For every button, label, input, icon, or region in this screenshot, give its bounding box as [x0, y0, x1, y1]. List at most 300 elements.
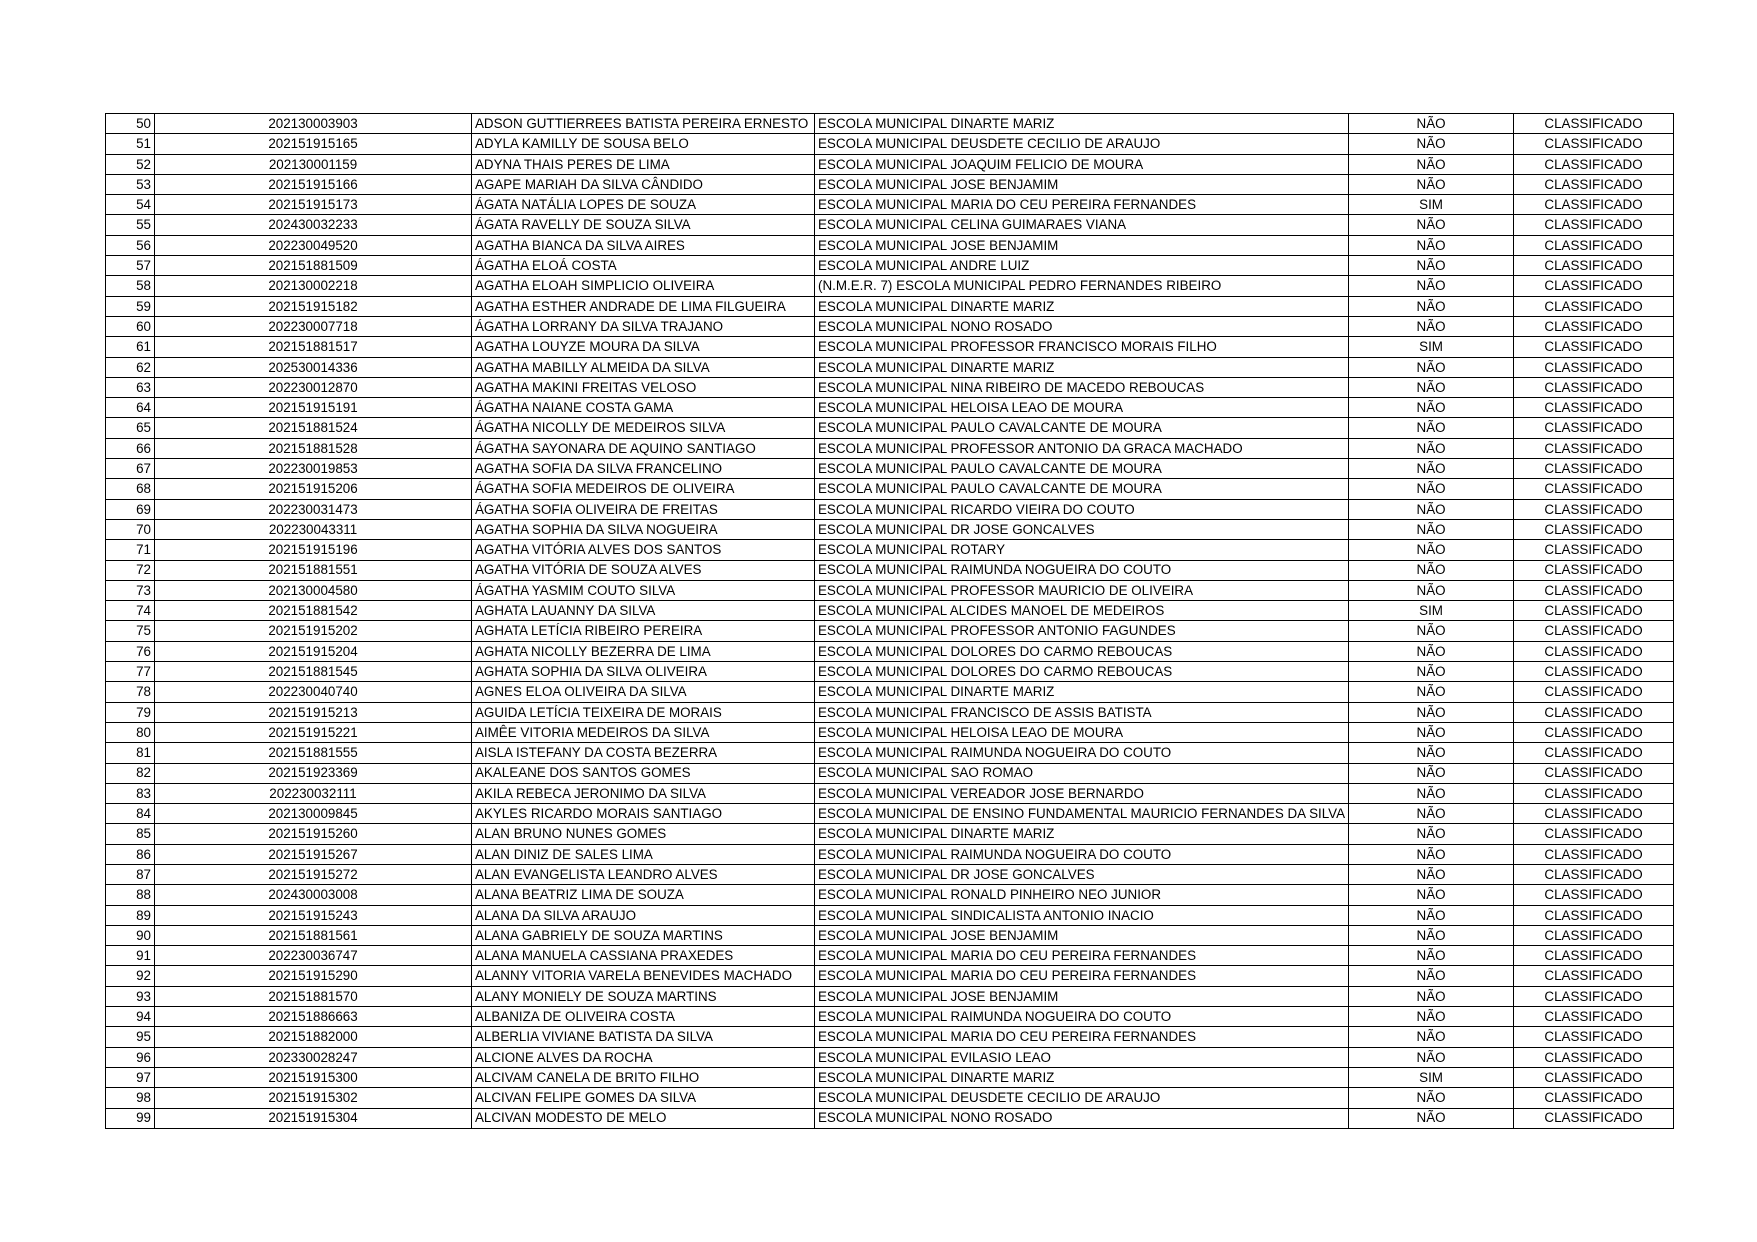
student-name-cell: ÁGATA RAVELLY DE SOUZA SILVA [472, 215, 815, 235]
enrollment-id-cell: 202151915213 [155, 702, 472, 722]
row-number-cell: 53 [106, 174, 155, 194]
enrollment-id-cell: 202151923369 [155, 763, 472, 783]
row-number-cell: 83 [106, 783, 155, 803]
enrollment-id-cell: 202151915304 [155, 1108, 472, 1128]
student-name-cell: AGATHA VITÓRIA ALVES DOS SANTOS [472, 540, 815, 560]
enrollment-id-cell: 202230036747 [155, 946, 472, 966]
school-name-cell: ESCOLA MUNICIPAL DOLORES DO CARMO REBOUCAS [815, 641, 1349, 661]
school-name-cell: ESCOLA MUNICIPAL JOAQUIM FELICIO DE MOURA [815, 154, 1349, 174]
row-number-cell: 88 [106, 885, 155, 905]
row-number-cell: 61 [106, 337, 155, 357]
status-cell: CLASSIFICADO [1514, 438, 1674, 458]
student-name-cell: ALANA DA SILVA ARAUJO [472, 905, 815, 925]
school-name-cell: ESCOLA MUNICIPAL MARIA DO CEU PEREIRA FERNANDES [815, 1027, 1349, 1047]
status-cell: CLASSIFICADO [1514, 621, 1674, 641]
school-name-cell: (N.M.E.R. 7) ESCOLA MUNICIPAL PEDRO FERNANDES RIBEIRO [815, 276, 1349, 296]
school-name-cell: ESCOLA MUNICIPAL RICARDO VIEIRA DO COUTO [815, 499, 1349, 519]
status-cell: CLASSIFICADO [1514, 986, 1674, 1006]
status-cell: CLASSIFICADO [1514, 966, 1674, 986]
special-needs-cell: NÃO [1349, 946, 1514, 966]
school-name-cell: ESCOLA MUNICIPAL DINARTE MARIZ [815, 296, 1349, 316]
status-cell: CLASSIFICADO [1514, 316, 1674, 336]
table-row [106, 276, 1674, 296]
row-number-cell: 74 [106, 601, 155, 621]
student-name-cell: AGATHA ESTHER ANDRADE DE LIMA FILGUEIRA [472, 296, 815, 316]
enrollment-id-cell: 202230007718 [155, 316, 472, 336]
row-number-cell: 86 [106, 844, 155, 864]
row-number-cell: 81 [106, 743, 155, 763]
school-name-cell: ESCOLA MUNICIPAL NINA RIBEIRO DE MACEDO REBOUCAS [815, 377, 1349, 397]
student-name-cell: ALCIVAN MODESTO DE MELO [472, 1108, 815, 1128]
special-needs-cell: NÃO [1349, 134, 1514, 154]
enrollment-id-cell: 202151915196 [155, 540, 472, 560]
row-number-cell: 98 [106, 1088, 155, 1108]
table-row [106, 621, 1674, 641]
row-number-cell: 67 [106, 459, 155, 479]
row-number-cell: 77 [106, 662, 155, 682]
student-name-cell: AGHATA NICOLLY BEZERRA DE LIMA [472, 641, 815, 661]
enrollment-id-cell: 202151881517 [155, 337, 472, 357]
school-name-cell: ESCOLA MUNICIPAL HELOISA LEAO DE MOURA [815, 722, 1349, 742]
table-row [106, 946, 1674, 966]
student-name-cell: AGHATA LETÍCIA RIBEIRO PEREIRA [472, 621, 815, 641]
status-cell: CLASSIFICADO [1514, 702, 1674, 722]
school-name-cell: ESCOLA MUNICIPAL PROFESSOR ANTONIO FAGUNDES [815, 621, 1349, 641]
enrollment-id-cell: 202151915267 [155, 844, 472, 864]
enrollment-id-cell: 202151915165 [155, 134, 472, 154]
school-name-cell: ESCOLA MUNICIPAL RAIMUNDA NOGUEIRA DO COUTO [815, 743, 1349, 763]
table-row [106, 357, 1674, 377]
school-name-cell: ESCOLA MUNICIPAL HELOISA LEAO DE MOURA [815, 398, 1349, 418]
enrollment-id-cell: 202151915173 [155, 195, 472, 215]
status-cell: CLASSIFICADO [1514, 256, 1674, 276]
row-number-cell: 51 [106, 134, 155, 154]
table-row [106, 540, 1674, 560]
enrollment-id-cell: 202151915202 [155, 621, 472, 641]
special-needs-cell: NÃO [1349, 276, 1514, 296]
status-cell: CLASSIFICADO [1514, 174, 1674, 194]
row-number-cell: 80 [106, 722, 155, 742]
student-name-cell: ALANA MANUELA CASSIANA PRAXEDES [472, 946, 815, 966]
student-name-cell: ALAN DINIZ DE SALES LIMA [472, 844, 815, 864]
school-name-cell: ESCOLA MUNICIPAL DEUSDETE CECILIO DE ARAUJO [815, 1088, 1349, 1108]
student-name-cell: ALAN BRUNO NUNES GOMES [472, 824, 815, 844]
status-cell: CLASSIFICADO [1514, 722, 1674, 742]
status-cell: CLASSIFICADO [1514, 215, 1674, 235]
enrollment-id-cell: 202151915260 [155, 824, 472, 844]
student-name-cell: AGATHA SOFIA DA SILVA FRANCELINO [472, 459, 815, 479]
enrollment-id-cell: 202230031473 [155, 499, 472, 519]
table-row [106, 1047, 1674, 1067]
student-name-cell: AGHATA SOPHIA DA SILVA OLIVEIRA [472, 662, 815, 682]
enrollment-id-cell: 202230043311 [155, 519, 472, 539]
enrollment-id-cell: 202151915221 [155, 722, 472, 742]
school-name-cell: ESCOLA MUNICIPAL SINDICALISTA ANTONIO INACIO [815, 905, 1349, 925]
school-name-cell: ESCOLA MUNICIPAL MARIA DO CEU PEREIRA FERNANDES [815, 946, 1349, 966]
table-row [106, 398, 1674, 418]
row-number-cell: 84 [106, 804, 155, 824]
special-needs-cell: SIM [1349, 601, 1514, 621]
student-name-cell: AGATHA BIANCA DA SILVA AIRES [472, 235, 815, 255]
table-row [106, 783, 1674, 803]
special-needs-cell: NÃO [1349, 641, 1514, 661]
row-number-cell: 99 [106, 1108, 155, 1128]
row-number-cell: 71 [106, 540, 155, 560]
status-cell: CLASSIFICADO [1514, 682, 1674, 702]
table-row [106, 1108, 1674, 1128]
row-number-cell: 58 [106, 276, 155, 296]
table-row [106, 662, 1674, 682]
student-name-cell: ALCIVAN FELIPE GOMES DA SILVA [472, 1088, 815, 1108]
enrollment-id-cell: 202151881555 [155, 743, 472, 763]
status-cell: CLASSIFICADO [1514, 459, 1674, 479]
special-needs-cell: NÃO [1349, 824, 1514, 844]
enrollment-id-cell: 202130003903 [155, 114, 472, 134]
special-needs-cell: NÃO [1349, 499, 1514, 519]
student-name-cell: ALANY MONIELY DE SOUZA MARTINS [472, 986, 815, 1006]
school-name-cell: ESCOLA MUNICIPAL JOSE BENJAMIM [815, 925, 1349, 945]
special-needs-cell: NÃO [1349, 722, 1514, 742]
row-number-cell: 57 [106, 256, 155, 276]
student-name-cell: AKYLES RICARDO MORAIS SANTIAGO [472, 804, 815, 824]
enrollment-id-cell: 202151881561 [155, 925, 472, 945]
school-name-cell: ESCOLA MUNICIPAL PROFESSOR ANTONIO DA GRACA MACHADO [815, 438, 1349, 458]
school-name-cell: ESCOLA MUNICIPAL PROFESSOR FRANCISCO MORAIS FILHO [815, 337, 1349, 357]
table-row [106, 864, 1674, 884]
school-name-cell: ESCOLA MUNICIPAL DE ENSINO FUNDAMENTAL MAURICIO FERNANDES DA SILVA [815, 804, 1349, 824]
student-name-cell: ALANA GABRIELY DE SOUZA MARTINS [472, 925, 815, 945]
special-needs-cell: NÃO [1349, 438, 1514, 458]
table-row [106, 1027, 1674, 1047]
table-row [106, 601, 1674, 621]
table-row [106, 316, 1674, 336]
special-needs-cell: NÃO [1349, 1108, 1514, 1128]
special-needs-cell: NÃO [1349, 519, 1514, 539]
row-number-cell: 95 [106, 1027, 155, 1047]
special-needs-cell: NÃO [1349, 215, 1514, 235]
student-name-cell: ALCIVAM CANELA DE BRITO FILHO [472, 1067, 815, 1087]
table-row [106, 722, 1674, 742]
special-needs-cell: NÃO [1349, 743, 1514, 763]
row-number-cell: 54 [106, 195, 155, 215]
status-cell: CLASSIFICADO [1514, 641, 1674, 661]
row-number-cell: 59 [106, 296, 155, 316]
status-cell: CLASSIFICADO [1514, 905, 1674, 925]
school-name-cell: ESCOLA MUNICIPAL JOSE BENJAMIM [815, 235, 1349, 255]
enrollment-id-cell: 202151881528 [155, 438, 472, 458]
row-number-cell: 75 [106, 621, 155, 641]
student-name-cell: AGHATA LAUANNY DA SILVA [472, 601, 815, 621]
school-name-cell: ESCOLA MUNICIPAL JOSE BENJAMIM [815, 986, 1349, 1006]
school-name-cell: ESCOLA MUNICIPAL NONO ROSADO [815, 1108, 1349, 1128]
row-number-cell: 78 [106, 682, 155, 702]
special-needs-cell: NÃO [1349, 885, 1514, 905]
table-row [106, 337, 1674, 357]
student-name-cell: AKILA REBECA JERONIMO DA SILVA [472, 783, 815, 803]
table-row [106, 499, 1674, 519]
status-cell: CLASSIFICADO [1514, 357, 1674, 377]
status-cell: CLASSIFICADO [1514, 540, 1674, 560]
special-needs-cell: NÃO [1349, 459, 1514, 479]
table-row [106, 296, 1674, 316]
table-row [106, 682, 1674, 702]
student-name-cell: AKALEANE DOS SANTOS GOMES [472, 763, 815, 783]
student-name-cell: AGATHA MABILLY ALMEIDA DA SILVA [472, 357, 815, 377]
status-cell: CLASSIFICADO [1514, 154, 1674, 174]
school-name-cell: ESCOLA MUNICIPAL DINARTE MARIZ [815, 824, 1349, 844]
table-row [106, 154, 1674, 174]
special-needs-cell: NÃO [1349, 540, 1514, 560]
school-name-cell: ESCOLA MUNICIPAL FRANCISCO DE ASSIS BATISTA [815, 702, 1349, 722]
special-needs-cell: NÃO [1349, 986, 1514, 1006]
student-name-cell: ALANA BEATRIZ LIMA DE SOUZA [472, 885, 815, 905]
special-needs-cell: NÃO [1349, 702, 1514, 722]
table-row [106, 743, 1674, 763]
row-number-cell: 63 [106, 377, 155, 397]
special-needs-cell: SIM [1349, 1067, 1514, 1087]
special-needs-cell: NÃO [1349, 316, 1514, 336]
student-name-cell: AGATHA LOUYZE MOURA DA SILVA [472, 337, 815, 357]
special-needs-cell: NÃO [1349, 377, 1514, 397]
student-name-cell: ALAN EVANGELISTA LEANDRO ALVES [472, 864, 815, 884]
status-cell: CLASSIFICADO [1514, 844, 1674, 864]
table-row [106, 235, 1674, 255]
student-name-cell: AGATHA MAKINI FREITAS VELOSO [472, 377, 815, 397]
school-name-cell: ESCOLA MUNICIPAL PAULO CAVALCANTE DE MOURA [815, 459, 1349, 479]
school-name-cell: ESCOLA MUNICIPAL DEUSDETE CECILIO DE ARAUJO [815, 134, 1349, 154]
special-needs-cell: NÃO [1349, 580, 1514, 600]
status-cell: CLASSIFICADO [1514, 763, 1674, 783]
school-name-cell: ESCOLA MUNICIPAL ALCIDES MANOEL DE MEDEIROS [815, 601, 1349, 621]
enrollment-id-cell: 202151915300 [155, 1067, 472, 1087]
row-number-cell: 85 [106, 824, 155, 844]
status-cell: CLASSIFICADO [1514, 195, 1674, 215]
enrollment-id-cell: 202230019853 [155, 459, 472, 479]
enrollment-id-cell: 202430032233 [155, 215, 472, 235]
status-cell: CLASSIFICADO [1514, 499, 1674, 519]
status-cell: CLASSIFICADO [1514, 519, 1674, 539]
student-name-cell: AGATHA ELOAH SIMPLICIO OLIVEIRA [472, 276, 815, 296]
table-row [106, 1007, 1674, 1027]
row-number-cell: 82 [106, 763, 155, 783]
status-cell: CLASSIFICADO [1514, 1027, 1674, 1047]
row-number-cell: 73 [106, 580, 155, 600]
row-number-cell: 60 [106, 316, 155, 336]
school-name-cell: ESCOLA MUNICIPAL ANDRE LUIZ [815, 256, 1349, 276]
special-needs-cell: NÃO [1349, 966, 1514, 986]
special-needs-cell: NÃO [1349, 479, 1514, 499]
row-number-cell: 55 [106, 215, 155, 235]
row-number-cell: 96 [106, 1047, 155, 1067]
school-name-cell: ESCOLA MUNICIPAL RAIMUNDA NOGUEIRA DO COUTO [815, 1007, 1349, 1027]
special-needs-cell: NÃO [1349, 1027, 1514, 1047]
enrollment-id-cell: 202151881524 [155, 418, 472, 438]
enrollment-id-cell: 202151915166 [155, 174, 472, 194]
student-name-cell: ÁGATHA SOFIA OLIVEIRA DE FREITAS [472, 499, 815, 519]
row-number-cell: 56 [106, 235, 155, 255]
status-cell: CLASSIFICADO [1514, 296, 1674, 316]
student-name-cell: ÁGATA NATÁLIA LOPES DE SOUZA [472, 195, 815, 215]
student-name-cell: ALCIONE ALVES DA ROCHA [472, 1047, 815, 1067]
status-cell: CLASSIFICADO [1514, 560, 1674, 580]
school-name-cell: ESCOLA MUNICIPAL MARIA DO CEU PEREIRA FERNANDES [815, 966, 1349, 986]
school-name-cell: ESCOLA MUNICIPAL DINARTE MARIZ [815, 114, 1349, 134]
enrollment-id-cell: 202151915290 [155, 966, 472, 986]
status-cell: CLASSIFICADO [1514, 235, 1674, 255]
status-cell: CLASSIFICADO [1514, 418, 1674, 438]
school-name-cell: ESCOLA MUNICIPAL PAULO CAVALCANTE DE MOURA [815, 418, 1349, 438]
special-needs-cell: NÃO [1349, 560, 1514, 580]
table-row [106, 114, 1674, 134]
status-cell: CLASSIFICADO [1514, 946, 1674, 966]
student-name-cell: AGATHA VITÓRIA DE SOUZA ALVES [472, 560, 815, 580]
school-name-cell: ESCOLA MUNICIPAL PAULO CAVALCANTE DE MOURA [815, 479, 1349, 499]
enrollment-id-cell: 202151915204 [155, 641, 472, 661]
table-row [106, 702, 1674, 722]
table-row [106, 986, 1674, 1006]
student-name-cell: ÁGATHA SOFIA MEDEIROS DE OLIVEIRA [472, 479, 815, 499]
table-row [106, 215, 1674, 235]
school-name-cell: ESCOLA MUNICIPAL VEREADOR JOSE BERNARDO [815, 783, 1349, 803]
student-name-cell: ÁGATHA NICOLLY DE MEDEIROS SILVA [472, 418, 815, 438]
table-row [106, 134, 1674, 154]
school-name-cell: ESCOLA MUNICIPAL RAIMUNDA NOGUEIRA DO COUTO [815, 560, 1349, 580]
special-needs-cell: NÃO [1349, 925, 1514, 945]
student-name-cell: AIMÊE VITORIA MEDEIROS DA SILVA [472, 722, 815, 742]
enrollment-id-cell: 202151881570 [155, 986, 472, 1006]
school-name-cell: ESCOLA MUNICIPAL SAO ROMAO [815, 763, 1349, 783]
row-number-cell: 76 [106, 641, 155, 661]
special-needs-cell: NÃO [1349, 357, 1514, 377]
row-number-cell: 87 [106, 864, 155, 884]
row-number-cell: 64 [106, 398, 155, 418]
special-needs-cell: NÃO [1349, 844, 1514, 864]
special-needs-cell: NÃO [1349, 418, 1514, 438]
special-needs-cell: NÃO [1349, 662, 1514, 682]
student-name-cell: AGNES ELOA OLIVEIRA DA SILVA [472, 682, 815, 702]
row-number-cell: 70 [106, 519, 155, 539]
special-needs-cell: NÃO [1349, 114, 1514, 134]
status-cell: CLASSIFICADO [1514, 398, 1674, 418]
enrollment-id-cell: 202330028247 [155, 1047, 472, 1067]
enrollment-id-cell: 202151915191 [155, 398, 472, 418]
row-number-cell: 66 [106, 438, 155, 458]
table-row [106, 519, 1674, 539]
special-needs-cell: NÃO [1349, 682, 1514, 702]
table-row [106, 479, 1674, 499]
special-needs-cell: NÃO [1349, 398, 1514, 418]
enrollment-id-cell: 202151915272 [155, 864, 472, 884]
special-needs-cell: NÃO [1349, 621, 1514, 641]
row-number-cell: 69 [106, 499, 155, 519]
table-row [106, 641, 1674, 661]
enrollment-id-cell: 202151881551 [155, 560, 472, 580]
table-row [106, 925, 1674, 945]
school-name-cell: ESCOLA MUNICIPAL ROTARY [815, 540, 1349, 560]
special-needs-cell: NÃO [1349, 804, 1514, 824]
student-name-cell: ALBERLIA VIVIANE BATISTA DA SILVA [472, 1027, 815, 1047]
enrollment-id-cell: 202230040740 [155, 682, 472, 702]
student-name-cell: AGAPE MARIAH DA SILVA CÂNDIDO [472, 174, 815, 194]
student-name-cell: ÁGATHA SAYONARA DE AQUINO SANTIAGO [472, 438, 815, 458]
status-cell: CLASSIFICADO [1514, 804, 1674, 824]
school-name-cell: ESCOLA MUNICIPAL DINARTE MARIZ [815, 357, 1349, 377]
row-number-cell: 72 [106, 560, 155, 580]
row-number-cell: 93 [106, 986, 155, 1006]
row-number-cell: 91 [106, 946, 155, 966]
enrollment-id-cell: 202151915302 [155, 1088, 472, 1108]
status-cell: CLASSIFICADO [1514, 337, 1674, 357]
status-cell: CLASSIFICADO [1514, 1108, 1674, 1128]
school-name-cell: ESCOLA MUNICIPAL DR JOSE GONCALVES [815, 864, 1349, 884]
enrollment-id-cell: 202530014336 [155, 357, 472, 377]
table-body [106, 114, 1674, 1129]
status-cell: CLASSIFICADO [1514, 1088, 1674, 1108]
special-needs-cell: SIM [1349, 337, 1514, 357]
status-cell: CLASSIFICADO [1514, 783, 1674, 803]
table-row [106, 195, 1674, 215]
student-name-cell: ÁGATHA YASMIM COUTO SILVA [472, 580, 815, 600]
status-cell: CLASSIFICADO [1514, 662, 1674, 682]
table-row [106, 560, 1674, 580]
special-needs-cell: NÃO [1349, 1047, 1514, 1067]
status-cell: CLASSIFICADO [1514, 925, 1674, 945]
table-row [106, 966, 1674, 986]
status-cell: CLASSIFICADO [1514, 1007, 1674, 1027]
school-name-cell: ESCOLA MUNICIPAL EVILASIO LEAO [815, 1047, 1349, 1067]
table-row [106, 1067, 1674, 1087]
school-name-cell: ESCOLA MUNICIPAL RAIMUNDA NOGUEIRA DO COUTO [815, 844, 1349, 864]
row-number-cell: 94 [106, 1007, 155, 1027]
table-row [106, 438, 1674, 458]
student-name-cell: AGATHA SOPHIA DA SILVA NOGUEIRA [472, 519, 815, 539]
student-name-cell: ALBANIZA DE OLIVEIRA COSTA [472, 1007, 815, 1027]
row-number-cell: 62 [106, 357, 155, 377]
table-row [106, 174, 1674, 194]
status-cell: CLASSIFICADO [1514, 114, 1674, 134]
special-needs-cell: NÃO [1349, 256, 1514, 276]
table-row [106, 885, 1674, 905]
enrollment-id-cell: 202230049520 [155, 235, 472, 255]
status-cell: CLASSIFICADO [1514, 743, 1674, 763]
special-needs-cell: NÃO [1349, 783, 1514, 803]
table-row [106, 377, 1674, 397]
row-number-cell: 92 [106, 966, 155, 986]
status-cell: CLASSIFICADO [1514, 276, 1674, 296]
school-name-cell: ESCOLA MUNICIPAL MARIA DO CEU PEREIRA FERNANDES [815, 195, 1349, 215]
school-name-cell: ESCOLA MUNICIPAL JOSE BENJAMIM [815, 174, 1349, 194]
row-number-cell: 50 [106, 114, 155, 134]
table-row [106, 256, 1674, 276]
enrollment-id-cell: 202151881545 [155, 662, 472, 682]
status-cell: CLASSIFICADO [1514, 885, 1674, 905]
table-row [106, 763, 1674, 783]
table-row [106, 1088, 1674, 1108]
school-name-cell: ESCOLA MUNICIPAL DR JOSE GONCALVES [815, 519, 1349, 539]
status-cell: CLASSIFICADO [1514, 1067, 1674, 1087]
enrollment-id-cell: 202230012870 [155, 377, 472, 397]
row-number-cell: 65 [106, 418, 155, 438]
enrollment-id-cell: 202230032111 [155, 783, 472, 803]
special-needs-cell: NÃO [1349, 174, 1514, 194]
enrollment-id-cell: 202151915243 [155, 905, 472, 925]
special-needs-cell: SIM [1349, 195, 1514, 215]
enrollment-id-cell: 202151915206 [155, 479, 472, 499]
student-name-cell: ÁGATHA NAIANE COSTA GAMA [472, 398, 815, 418]
status-cell: CLASSIFICADO [1514, 864, 1674, 884]
table-row [106, 459, 1674, 479]
enrollment-id-cell: 202130001159 [155, 154, 472, 174]
